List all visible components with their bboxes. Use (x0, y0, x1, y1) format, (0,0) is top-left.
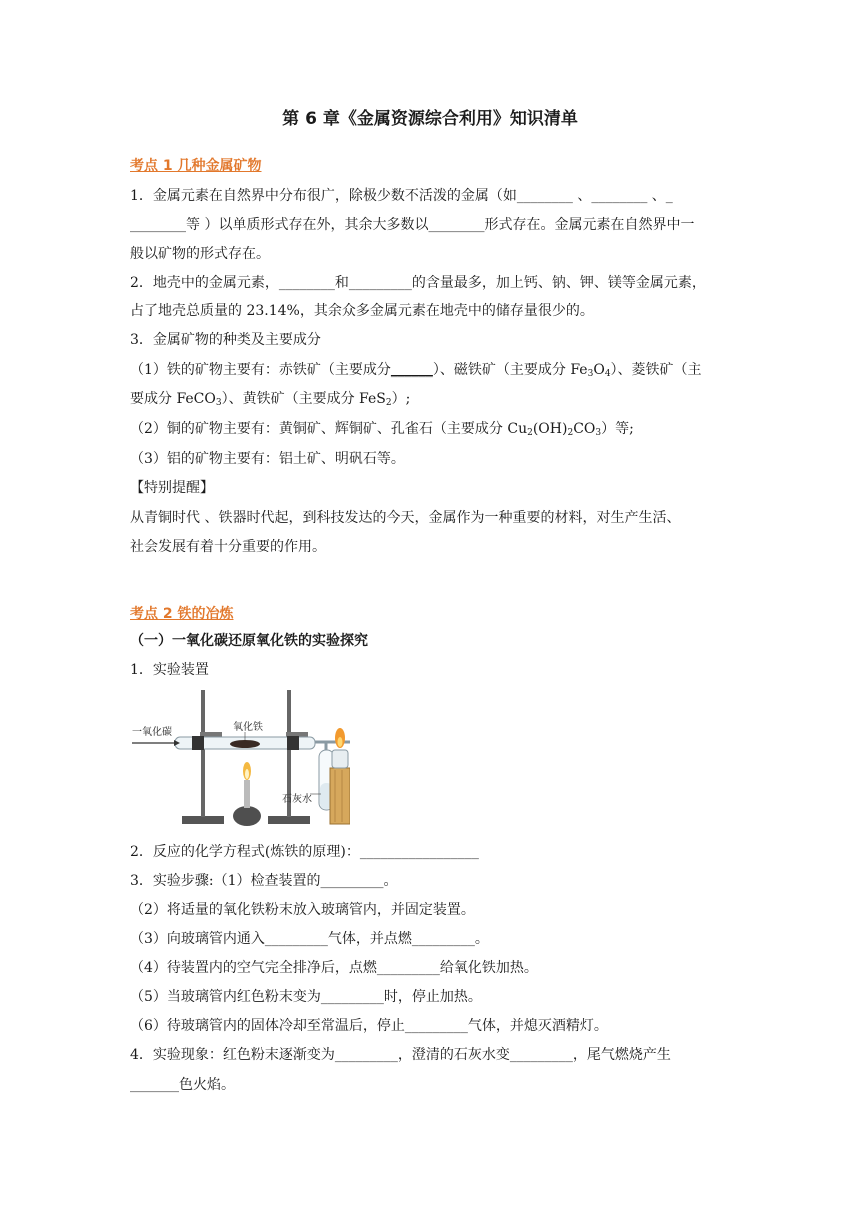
iron-minerals-line2: 要成分 FeCO$_3$）、黄铁矿（主要成分 FeS$_2$）; (130, 391, 411, 408)
page-title: 第 6 章《金属资源综合利用》知识清单 (282, 109, 578, 129)
section2-heading: 考点 2 铁的冶炼 (130, 606, 234, 622)
step3: （3）向玻璃管内通入_________气体，并点燃_________。 (130, 931, 489, 947)
label-fe2o3: 氧化铁 (233, 722, 263, 733)
iron-minerals-line1: （1）铁的矿物主要有：赤铁矿（主要成分______）、磁铁矿（主要成分 $Fe_3O_4$）、菱铁矿（主 (130, 362, 702, 379)
label-co: 一氧化碳 (132, 727, 172, 738)
step4: （4）待装置内的空气完全排净后，点燃_________给氧化铁加热。 (130, 960, 538, 976)
step5: （5）当玻璃管内红色粉末变为_________时，停止加热。 (130, 989, 482, 1005)
item3-steps: 3．实验步骤:（1）检查装置的_________。 (130, 873, 398, 889)
left-stand-base (182, 816, 224, 824)
section2-subheading: （一）一氧化碳还原氧化铁的实验探究 (130, 633, 368, 649)
para3: 3．金属矿物的种类及主要成分 (130, 332, 321, 348)
right-stand-base (268, 816, 310, 824)
para1-line1: 1．金属元素在自然界中分布很广，除极少数不活泼的金属（如________ 、________ 、_ (130, 188, 673, 204)
para2-line2: 占了地壳总质量的 23.14%，其余众多金属元素在地壳中的储存量很少的。 (130, 303, 594, 319)
para1-line2: ________等 ）以单质形式存在外，其余大多数以________形式存在。金属元素在自然界中一 (130, 217, 695, 233)
section1-heading: 考点 1 几种金属矿物 (130, 158, 262, 174)
lamp-body (233, 806, 261, 826)
left-stopper (192, 736, 204, 750)
item1-apparatus-label: 1．实验装置 (130, 662, 209, 678)
item4-line2: _______色火焰。 (130, 1077, 235, 1093)
apparatus-figure (130, 688, 350, 828)
lamp-neck (244, 780, 250, 808)
reminder-line2: 社会发展有着十分重要的作用。 (130, 539, 326, 555)
para2-line1: 2．地壳中的金属元素，________和_________的含量最多，加上钙、钠、钾、镁等金属元素， (130, 275, 706, 291)
step6: （6）待玻璃管内的固体冷却至常温后，停止_________气体，并熄灭酒精灯。 (130, 1018, 608, 1034)
spirit-lamp (332, 750, 348, 768)
lamp-flame-core (245, 769, 249, 779)
copper-minerals: （2）铜的矿物主要有：黄铜矿、辉铜矿、孔雀石（主要成分 $Cu_2(OH)_2CO_3$）等; (130, 421, 634, 438)
left-stand-rod (201, 690, 205, 817)
right-stopper (287, 736, 299, 750)
item2-equation: 2．反应的化学方程式(炼铁的原理)：_________________ (130, 844, 479, 860)
para1-line3: 般以矿物的形式存在。 (130, 246, 270, 262)
label-limewater: 石灰水 (282, 794, 312, 805)
reminder-line1: 从青铜时代 、铁器时代起，到科技发达的今天，金属作为一种重要的材料，对生产生活、 (130, 510, 681, 526)
wooden-block (330, 768, 350, 824)
aluminum-minerals: （3）铝的矿物主要有：铝土矿、明矾石等。 (130, 451, 405, 467)
spirit-lamp-flame-core (338, 737, 343, 747)
item4-line1: 4．实验现象：红色粉末逐渐变为_________，澄清的石灰水变_________，尾气燃烧产生 (130, 1047, 671, 1063)
reminder-label: 【特别提醒】 (130, 480, 214, 496)
iron-oxide-powder (230, 740, 260, 748)
step2: （2）将适量的氧化铁粉末放入玻璃管内，并固定装置。 (130, 902, 475, 918)
